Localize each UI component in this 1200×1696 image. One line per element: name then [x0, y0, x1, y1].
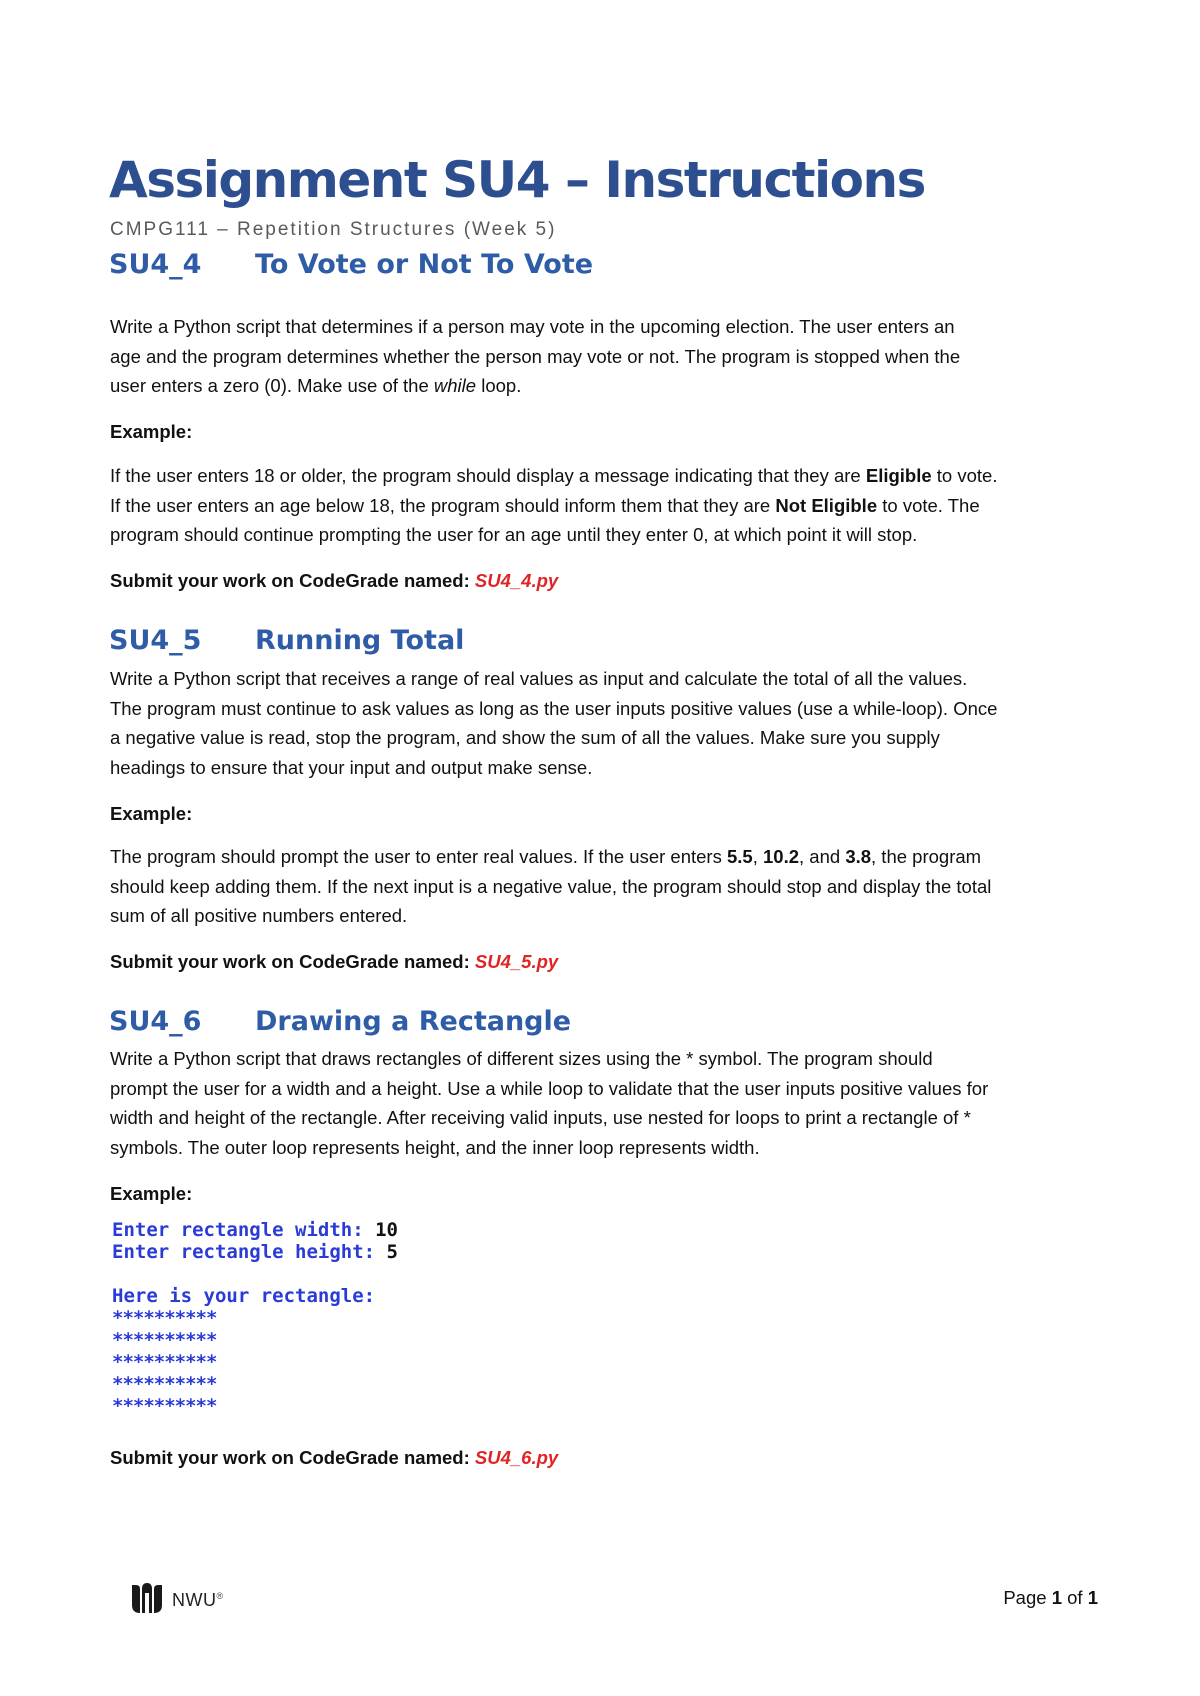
document-subtitle: CMPG111 – Repetition Structures (Week 5) — [110, 219, 557, 240]
section-number: SU4_6 — [109, 1006, 202, 1037]
section-title: To Vote or Not To Vote — [255, 249, 594, 280]
section-description-su4-6: Write a Python script that draws rectangles of different sizes using the * symbol. The program should prompt the user for a width and a height. Use a while loop to validate that the user inputs positive values for width and height of the rectangle. After receiving valid inputs, use nested for loops to print a rectangle of * symbols. The outer loop represents height, and the inner loop represents width. — [110, 1048, 989, 1158]
example-text-su4-4: If the user enters 18 or older, the program should display a message indicating that they are Eligible to vote. If the user enters an age below 18, the program should inform them that they are Not Eligible to vote. The program should continue prompting the user for an age until they enter 0, at which point it will stop. — [110, 465, 998, 545]
example-text-su4-5: The program should prompt the user to enter real values. If the user enters 5.5, 10.2, and 3.8, the program should keep adding them. If the next input is a negative value, the program should stop and display the total sum of all positive numbers entered. — [110, 846, 992, 926]
code-line-header: Here is your rectangle: — [112, 1285, 376, 1307]
submit-filename: SU4_4.py — [474, 570, 559, 591]
section-heading-su4-6 — [109, 1005, 571, 1039]
page-number: Page 1 of 1 — [1003, 1587, 1098, 1608]
submit-filename: SU4_5.py — [474, 951, 559, 972]
code-line-stars: ********** — [112, 1395, 217, 1417]
section-description-su4-5: Write a Python script that receives a range of real values as input and calculate the total of all the values. The program must continue to ask values as long as the user inputs positive values (use a while-loop). Once a negative value is read, stop the program, and show the sum of all the values. Make sure you supply headings to ensure that your input and output make sense. — [110, 668, 998, 778]
submit-filename: SU4_6.py — [474, 1447, 559, 1468]
example-label: Example: — [110, 1183, 193, 1204]
code-line-stars: ********** — [112, 1373, 217, 1395]
code-line-width: Enter rectangle width: 10 — [112, 1219, 398, 1241]
code-line-stars: ********** — [112, 1351, 217, 1373]
section-number: SU4_4 — [109, 249, 202, 280]
submit-instruction-su4-4: Submit your work on CodeGrade named: SU4_4.py — [110, 570, 559, 591]
section-title: Running Total — [255, 625, 465, 656]
code-line-stars: ********** — [112, 1307, 217, 1329]
section-number: SU4_5 — [109, 625, 202, 656]
nwu-logo-icon — [128, 1579, 166, 1617]
code-line-height: Enter rectangle height: 5 — [112, 1241, 398, 1263]
code-line-stars: ********** — [112, 1329, 217, 1351]
submit-instruction-su4-6: Submit your work on CodeGrade named: SU4_6.py — [110, 1447, 559, 1468]
example-label: Example: — [110, 803, 193, 824]
section-title: Drawing a Rectangle — [255, 1006, 572, 1037]
example-label: Example: — [110, 421, 193, 442]
section-heading-su4-4 — [109, 248, 593, 282]
code-example-output — [112, 1219, 398, 1417]
section-description-su4-4: Write a Python script that determines if a person may vote in the upcoming election. The user enters an age and the program determines whether the person may vote or not. The program is stopped when the user enters a zero (0). Make use of the while loop. — [110, 316, 961, 396]
submit-instruction-su4-5: Submit your work on CodeGrade named: SU4_5.py — [110, 951, 559, 972]
section-heading-su4-5 — [109, 624, 464, 658]
nwu-logo: NWU® — [128, 1578, 224, 1618]
document-title: Assignment SU4 – Instructions — [109, 151, 925, 209]
